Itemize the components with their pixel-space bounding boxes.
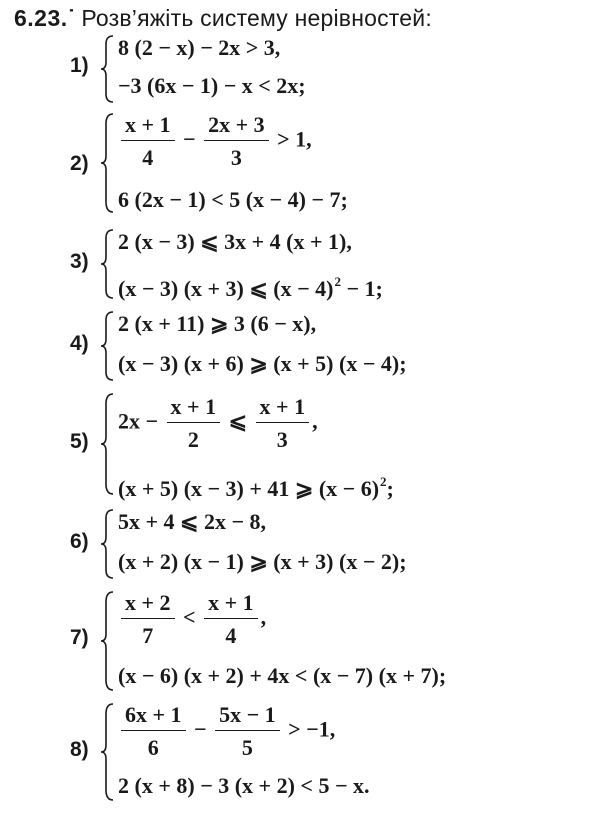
inequality-line: 2x − $\frac{x + 1}{2}$ ⩽ $\frac{x + 1}{3}$ , — [118, 394, 318, 452]
fraction: $\frac{x + 2}{7}$ — [121, 590, 175, 649]
inequality-line: (x − 3) (x + 6) ⩾ (x + 5) (x − 4); — [118, 351, 407, 376]
brace-icon — [100, 310, 116, 382]
inequality-line: $\frac{x + 2}{7}$ < $\frac{x + 1}{4}$ , — [118, 590, 266, 649]
fraction: $\frac{2x + 3}{3}$ — [204, 112, 269, 171]
exercise-header — [14, 2, 432, 35]
inequality-line: 2 (x + 8) − 3 (x + 2) < 5 − x. — [118, 773, 370, 798]
problem-label: 4) — [70, 332, 89, 355]
brace-icon — [100, 112, 116, 214]
exercise-title: Розв’яжіть систему нерівностей: — [81, 5, 432, 31]
inequality-line: −3 (6x − 1) − x < 2x; — [118, 73, 306, 98]
difficulty-mark: ˙ — [67, 5, 76, 31]
fraction: $\frac{5x - 1}{5}$ — [215, 702, 280, 761]
inequality-line: 5x + 4 ⩽ 2x − 8, — [118, 509, 267, 534]
inequality-line: $\frac{6x + 1}{6}$ − $\frac{5x - 1}{5}$ > −1, — [118, 702, 335, 761]
inequality-line: 6 (2x − 1) < 5 (x − 4) − 7; — [118, 187, 348, 212]
inequality-line: (x − 6) (x + 2) + 4x < (x − 7) (x + 7); — [118, 663, 447, 688]
inequality-line: (x − 3) (x + 3) ⩽ $(x - 4)^2 - 1$; — [118, 274, 383, 301]
problem-label: 2) — [70, 152, 89, 175]
problem-label: 6) — [70, 530, 89, 553]
inequality-line: 2 (x − 3) ⩽ 3x + 4 (x + 1), — [118, 229, 352, 254]
problem-label: 3) — [70, 250, 89, 273]
brace-icon — [100, 508, 116, 580]
inequality-line: (x + 2) (x − 1) ⩾ (x + 3) (x − 2); — [118, 549, 407, 574]
brace-icon — [100, 702, 116, 802]
inequality-line: 8 (2 − x) − 2x > 3, — [118, 35, 281, 60]
inequality-line: 2 (x + 11) ⩾ 3 (6 − x), — [118, 311, 317, 336]
fraction: $\frac{x + 1}{4}$ — [204, 590, 258, 649]
brace-icon — [100, 228, 116, 300]
fraction: $\frac{x + 1}{4}$ — [121, 112, 175, 171]
inequality-line: $\frac{x + 1}{4}$ − $\frac{2x + 3}{3}$ > 1, — [118, 112, 312, 171]
brace-icon — [100, 590, 116, 692]
inequality-line: (x + 5) (x − 3) + 41 ⩾ $(x - 6)^2$; — [118, 474, 394, 501]
problem-label: 1) — [70, 54, 89, 77]
fraction: $\frac{x + 1}{3}$ — [256, 394, 310, 453]
problem-label: 7) — [70, 626, 89, 649]
problem-label: 5) — [70, 430, 89, 453]
fraction: $\frac{x + 1}{2}$ — [167, 394, 221, 453]
exercise-number: 6.23. — [14, 5, 68, 31]
fraction: $\frac{6x + 1}{6}$ — [121, 702, 186, 761]
problem-label: 8) — [70, 738, 89, 761]
brace-icon — [100, 392, 116, 496]
brace-icon — [100, 34, 116, 104]
